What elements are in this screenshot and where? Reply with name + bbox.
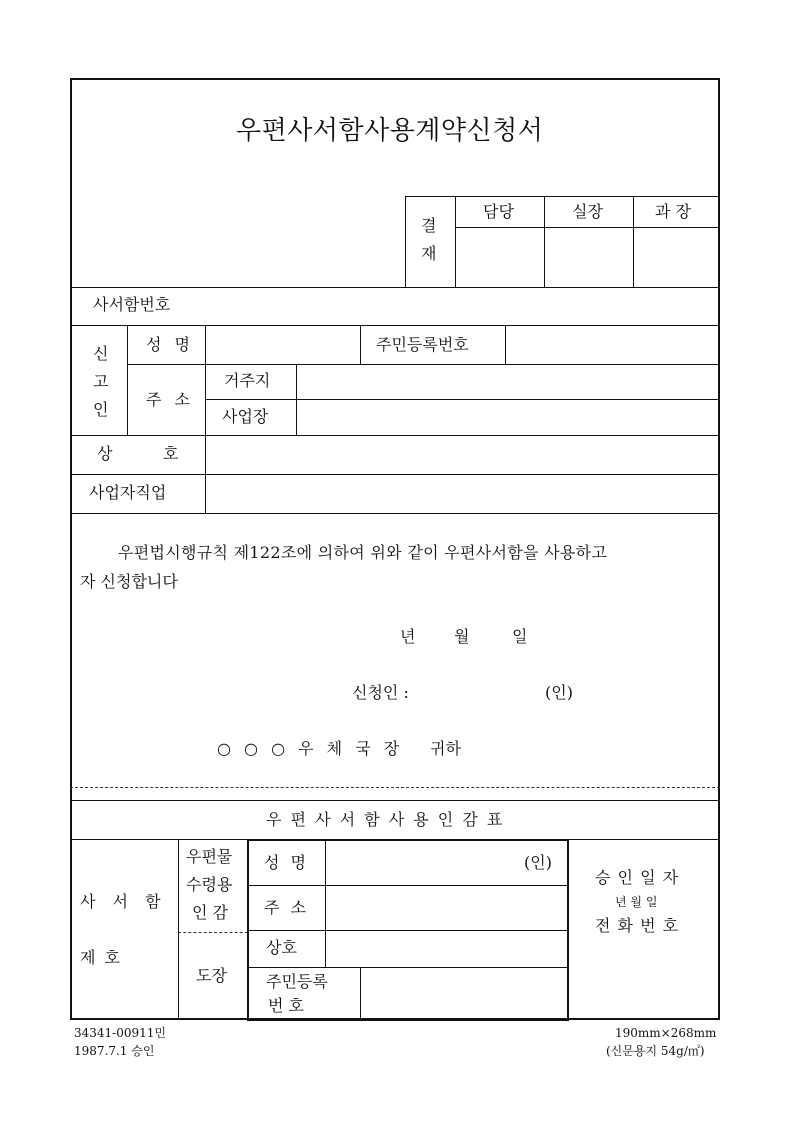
seal-resident-label-2: 번 호 — [268, 996, 304, 1015]
approval-divider — [544, 196, 545, 287]
residence-label: 거주지 — [224, 371, 271, 390]
row-line — [70, 435, 720, 436]
approval-date-label: 승 인 일 자 — [595, 868, 680, 887]
approval-label-1: 결 — [421, 216, 437, 235]
approval-col-chief: 실장 — [572, 202, 603, 221]
row-line — [248, 930, 568, 931]
trade-name-label-1: 상 — [97, 444, 113, 463]
honorific: 귀하 — [430, 739, 461, 758]
occupation-label: 사업자직업 — [89, 483, 167, 502]
mail-seal-label-3: 인 감 — [192, 903, 228, 922]
col-line — [178, 839, 179, 1020]
body-line-2: 자 신청합니다 — [80, 572, 178, 591]
applicant-label-3: 인 — [93, 400, 109, 419]
trade-name-label-2: 호 — [163, 444, 179, 463]
col-line — [205, 325, 206, 513]
applicant-label-1: 신 — [93, 344, 109, 363]
addressee: ○ ○ ○ 우 체 국 장 — [217, 739, 404, 758]
row-line — [70, 800, 720, 801]
approval-divider — [633, 196, 634, 287]
seal-card-title: 우 편 사 서 함 사 용 인 감 표 — [266, 810, 505, 829]
col-line — [360, 967, 361, 1020]
pobox-number-label: 사서함번호 — [93, 295, 171, 314]
pobox-label: 사 서 함 — [80, 892, 167, 911]
applicant-label-2: 고 — [93, 372, 109, 391]
col-line — [360, 325, 361, 364]
seal-address-label: 주 소 — [264, 898, 309, 917]
row-line — [248, 885, 568, 886]
stamp-label: 도장 — [196, 966, 227, 985]
form-code: 34341-00911민 — [74, 1026, 166, 1040]
name-label: 성 명 — [146, 335, 194, 354]
business-place-label: 사업장 — [222, 407, 269, 426]
resident-number-label: 주민등록번호 — [376, 335, 469, 354]
approval-col-manager: 과 장 — [655, 202, 691, 221]
approval-info: 1987.7.1 승인 — [74, 1044, 155, 1058]
date-day: 일 — [512, 627, 528, 646]
approval-top-border — [405, 196, 720, 197]
col-line — [505, 325, 506, 364]
pobox-number-field: 제 호 — [80, 948, 122, 967]
col-line — [325, 839, 326, 967]
col-line — [127, 325, 128, 435]
approval-left-border — [405, 196, 406, 287]
row-line — [70, 287, 720, 288]
row-line — [70, 325, 720, 326]
approval-divider — [455, 196, 456, 287]
row-line — [70, 513, 720, 514]
date-year: 년 — [400, 627, 416, 646]
cut-line — [70, 787, 720, 788]
paper-type: (신문용지 54g/㎡) — [606, 1044, 705, 1058]
approval-date-ymd: 년 월 일 — [615, 895, 658, 909]
col-line — [296, 364, 297, 435]
address-label: 주 소 — [146, 390, 194, 409]
row-line — [205, 399, 720, 400]
row-line — [127, 364, 720, 365]
approval-label-2: 재 — [421, 244, 437, 263]
form-title: 우편사서함사용계약신청서 — [236, 116, 544, 146]
seal-resident-label-1: 주민등록 — [266, 972, 328, 991]
mail-seal-label-2: 수령용 — [186, 875, 233, 894]
seal-name-label: 성 명 — [264, 853, 309, 872]
date-month: 월 — [454, 627, 470, 646]
approval-header-line — [455, 227, 720, 228]
phone-label: 전 화 번 호 — [595, 916, 680, 935]
applicant-sign-label: 신청인 : — [352, 683, 409, 702]
row-line — [248, 967, 568, 968]
approval-col-staff: 담당 — [483, 202, 514, 221]
body-line-1: 우편법시행규칙 제122조에 의하여 위와 같이 우편사서함을 사용하고 — [118, 543, 608, 562]
paper-size: 190mm×268mm — [615, 1026, 717, 1040]
row-line — [70, 474, 720, 475]
applicant-seal: (인) — [545, 683, 573, 702]
seal-mark: (인) — [524, 853, 552, 872]
stamp-separator — [178, 932, 248, 933]
mail-seal-label-1: 우편물 — [186, 847, 233, 866]
seal-trade-label: 상호 — [266, 938, 297, 957]
